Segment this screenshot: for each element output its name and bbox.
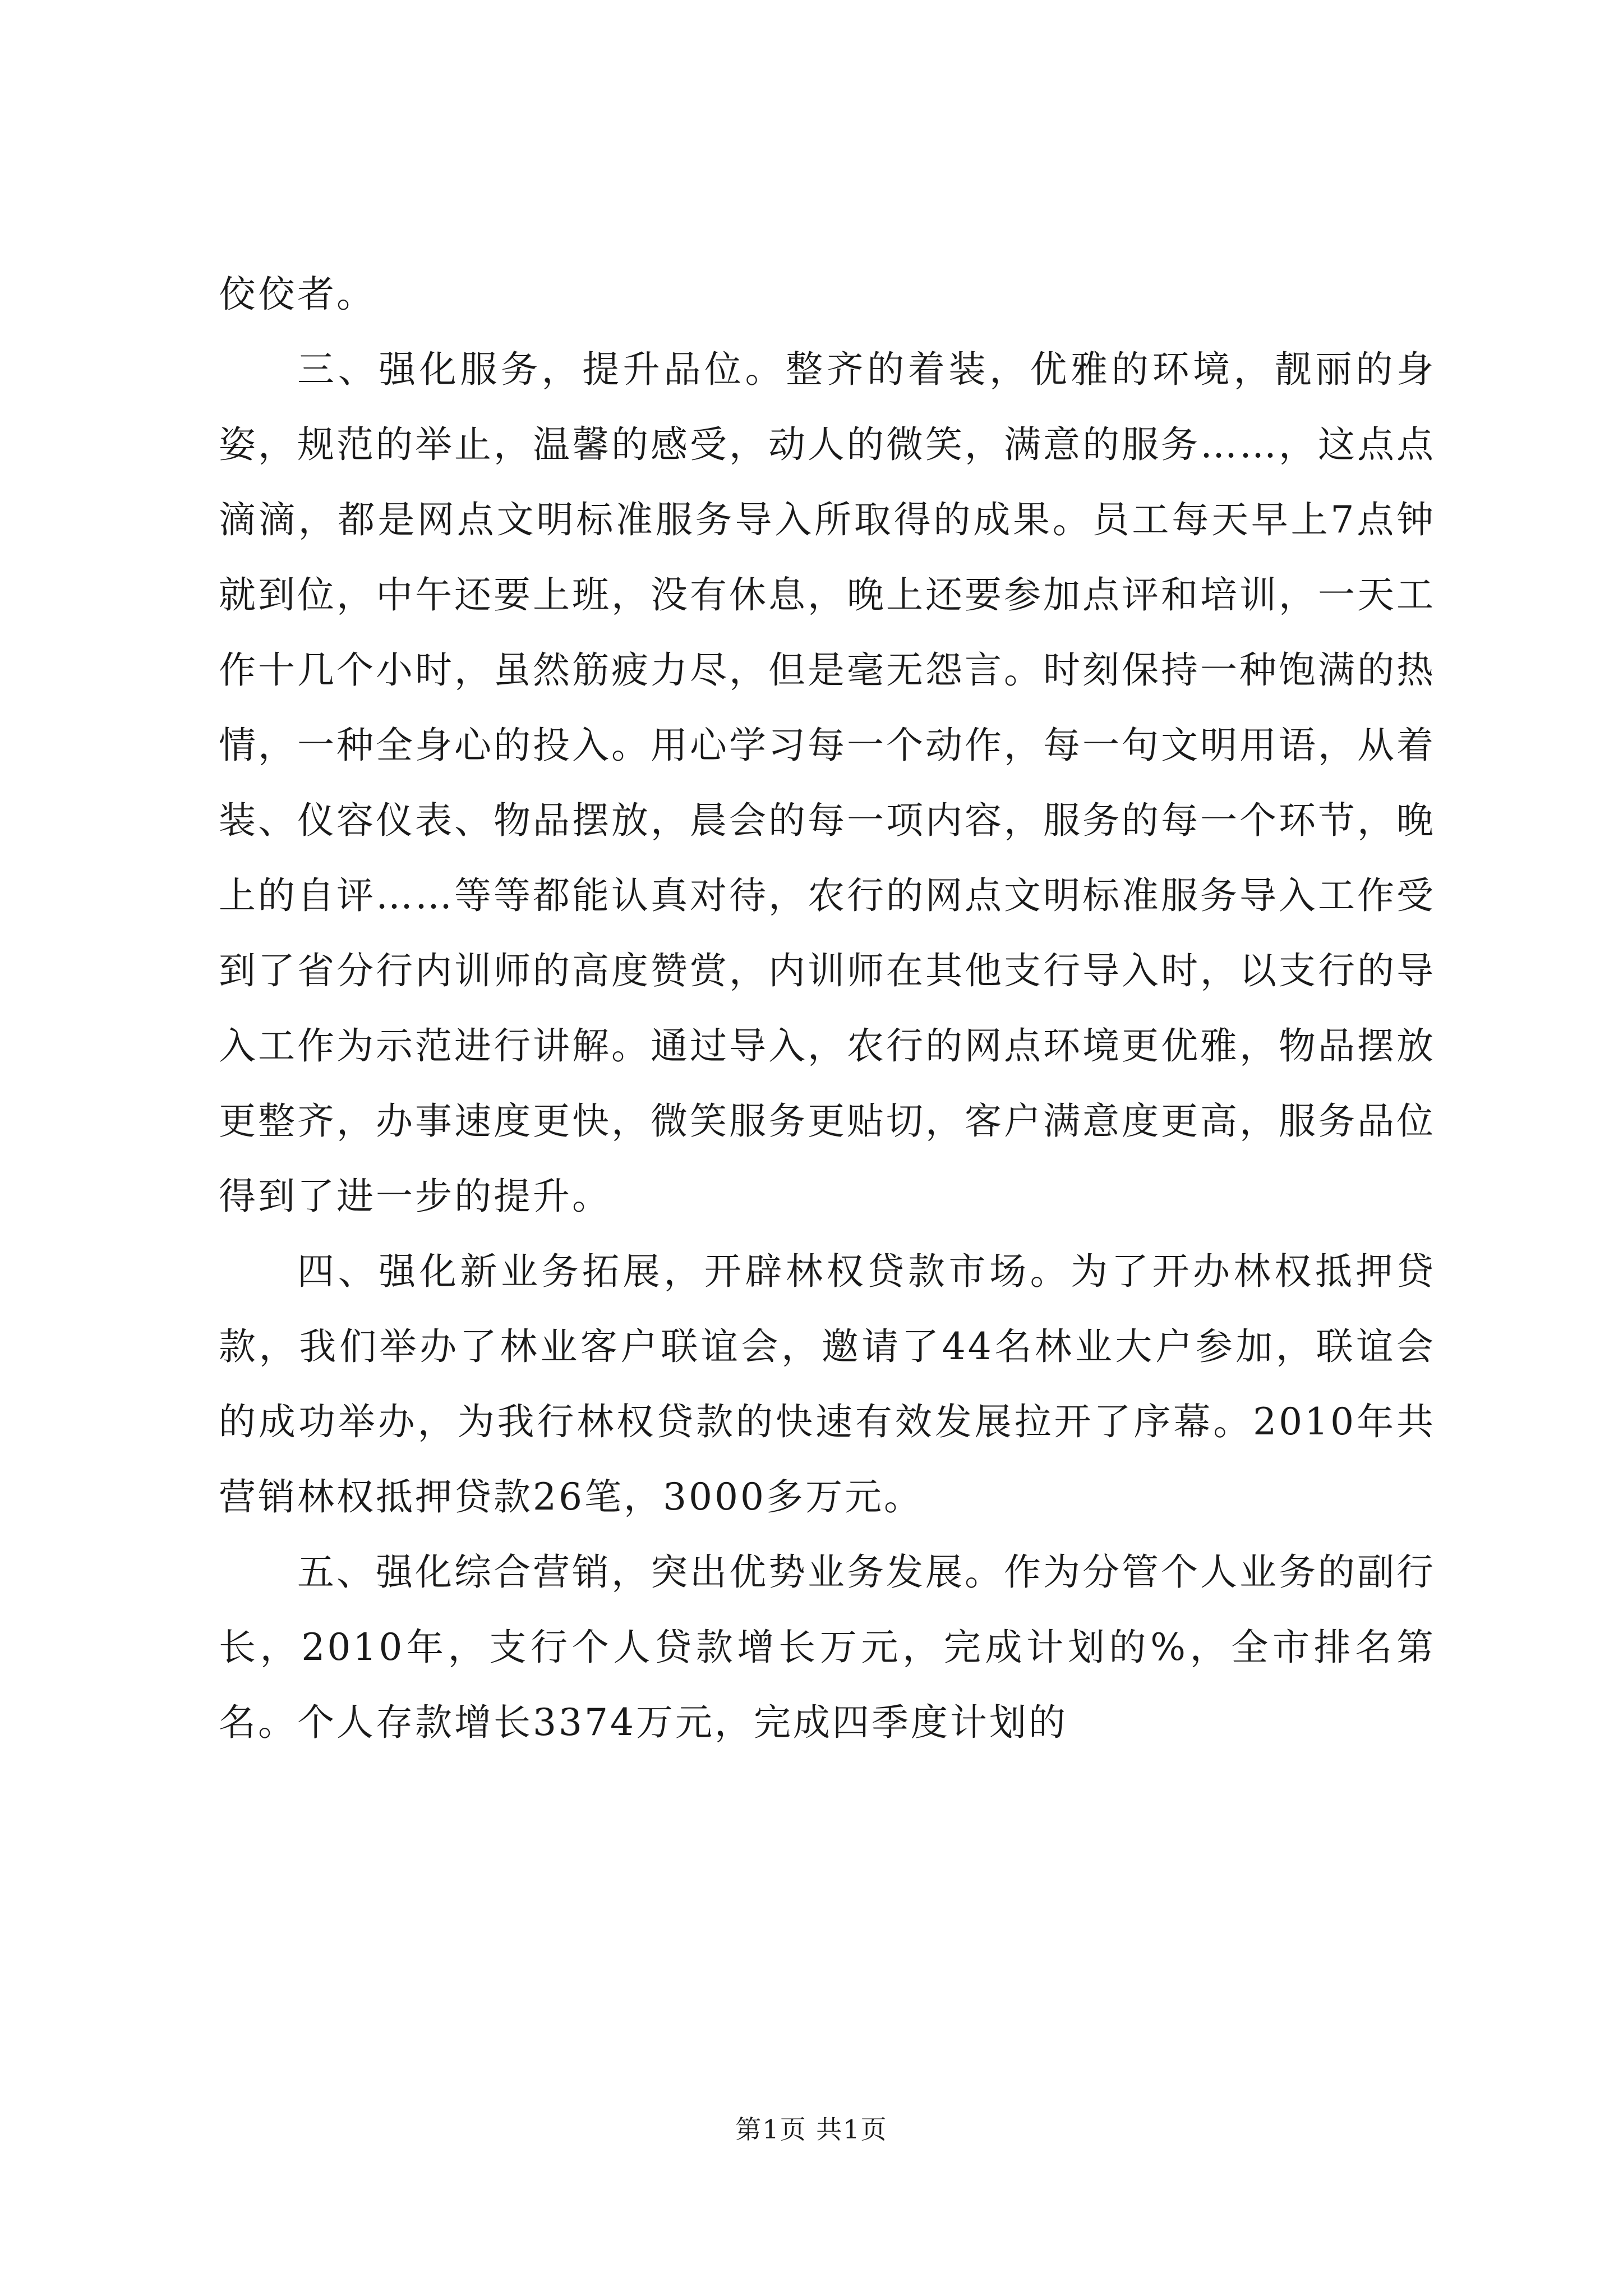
paragraph-marketing: 五、强化综合营销，突出优势业务发展。作为分管个人业务的副行长，2010年，支行个人贷款增长万元，完成计划的%，全市排名第名。个人存款增长3374万元，完成四季度计划的 [219, 1550, 1436, 1744]
paragraph-new-business: 四、强化新业务拓展，开辟林权贷款市场。为了开办林权抵押贷款，我们举办了林业客户联谊会，邀请了44名林业大户参加，联谊会的成功举办，为我行林权贷款的快速有效发展拉开了序幕。2010年共营销林权抵押贷款26笔，3000多万元。 [219, 1250, 1436, 1519]
document-body [219, 257, 1436, 1760]
paragraph-continuation: 佼佼者。 [219, 273, 376, 316]
page-number-footer: 第1页 共1页 [735, 2114, 888, 2145]
paragraph-service: 三、强化服务，提升品位。整齐的着装，优雅的环境，靓丽的身姿，规范的举止，温馨的感受，动人的微笑，满意的服务……，这点点滴滴，都是网点文明标准服务导入所取得的成果。员工每天早上7点钟就到位，中午还要上班，没有休息，晚上还要参加点评和培训，一天工作十几个小时，虽然筋疲力尽，但是毫无怨言。时刻保持一种饱满的热情，一种全身心的投入。用心学习每一个动作，每一句文明用语，从着装、仪容仪表、物品摆放，晨会的每一项内容，服务的每一个环节，晚上的自评……等等都能认真对待，农行的网点文明标准服务导入工作受到了省分行内训师的高度赞赏，内训师在其他支行导入时，以支行的导入工作为示范进行讲解。通过导入，农行的网点环境更优雅，物品摆放更整齐，办事速度更快，微笑服务更贴切，客户满意度更高，服务品位得到了进一步的提升。 [219, 348, 1436, 1218]
